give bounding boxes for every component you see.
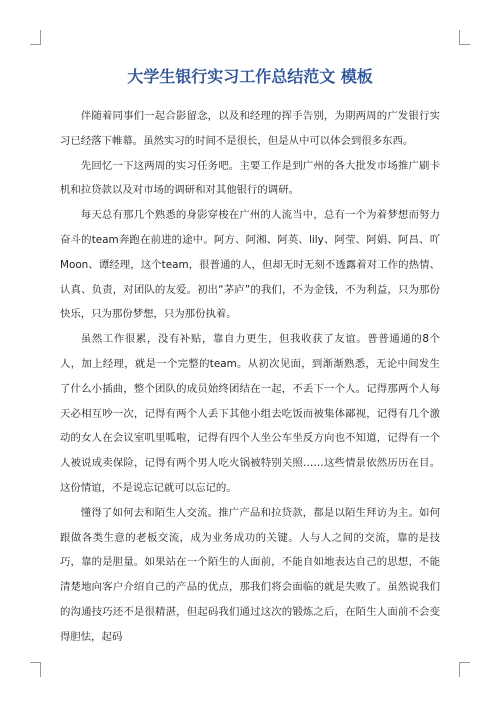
document-title: 大学生银行实习工作总结范文 模板 — [127, 67, 373, 86]
paragraph: 每天总有那几个熟悉的身影穿梭在广州的人流当中，总有一个为着梦想而努力奋斗的team奔跑在前进的途中。阿方、阿湘、阿英、lily、阿莹、阿娟、阿昌、吖Moon、谭经理，这个team，很普通的人，但却无时无刻不透露着对工作的热情、认真、负责，对团队的友爱。初出“茅庐”的我们，不为金钱，不为利益，只为那份快乐，只为那份梦想，只为那份执着。 — [60, 209, 440, 321]
crop-mark-top-left — [30, 30, 41, 45]
crop-mark-bottom-left — [30, 662, 41, 677]
paragraph: 虽然工作很累，没有补贴，靠自力更生，但我收获了友谊。普普通通的8个人，加上经理，就是一个完整的team。从初次见面，到渐渐熟悉，无论中间发生了什么小插曲，整个团队的成员始终团结在一起，不丢下一个人。记得那两个人每天必相互吵一次，记得有两个人丢下其他小组去吃饭而被集体鄙视，记得有几个激动的女人在会议室叽里呱啦，记得有四个人坐公车坐反方向也不知道，记得有一个人被说成卖保险，记得有两个男人吃火锅被特别关照……这些情景依然历历在目。这份情谊，不是说忘记就可以忘记的。 — [60, 333, 440, 494]
crop-mark-bottom-right — [459, 662, 470, 677]
crop-mark-top-right — [459, 30, 470, 45]
document-body — [60, 104, 440, 650]
paragraph: 懂得了如何去和陌生人交流。推广产品和拉贷款，都是以陌生拜访为主。如何跟做各类生意的老板交流，成为业务成功的关键。人与人之间的交流，靠的是技巧，靠的是胆量。如果站在一个陌生的人面前，不能自如地表达自己的思想，不能清楚地向客户介绍自己的产品的优点，那我们将会面临的就是失败了。虽然说我们的沟通技巧还不是很精湛，但起码我们通过这次的锻炼之后，在陌生人面前不会变得胆怯，起码 — [60, 506, 440, 643]
paragraph: 伴随着同事们一起合影留念，以及和经理的挥手告别，为期两周的广发银行实习已经落下帷幕。虽然实习的时间不是很长，但是从中可以体会到很多东西。 — [60, 110, 440, 147]
paragraph: 先回忆一下这两周的实习任务吧。主要工作是到广州的各大批发市场推广刷卡机和拉贷款以及对市场的调研和对其他银行的调研。 — [60, 159, 440, 197]
